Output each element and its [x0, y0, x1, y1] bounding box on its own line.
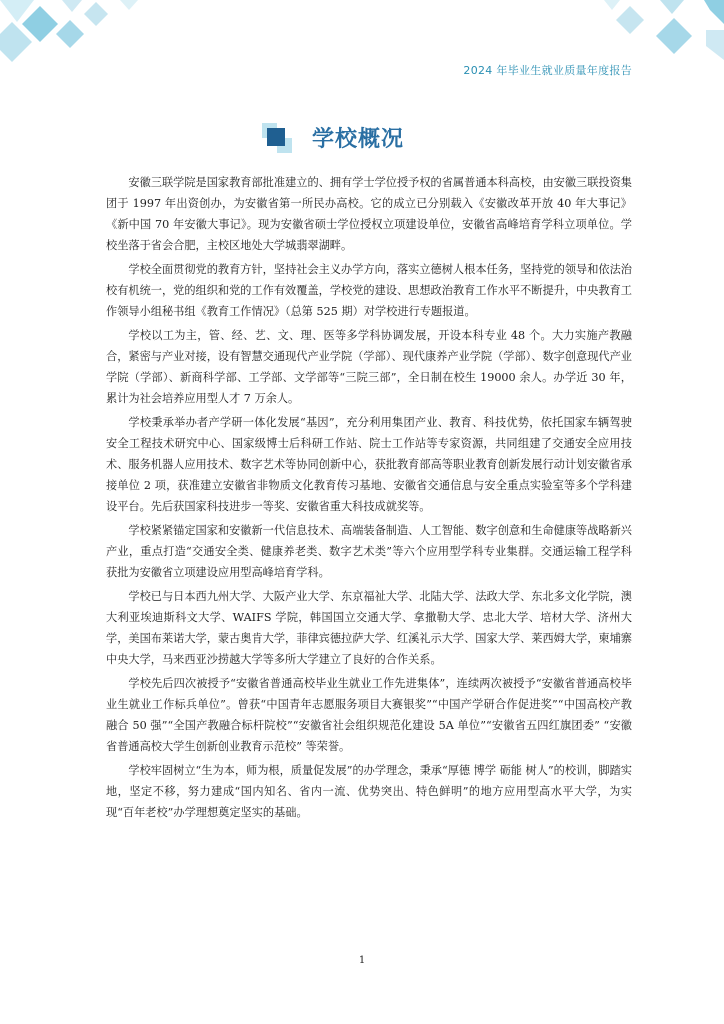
section-heading — [262, 122, 404, 153]
body-text — [106, 172, 632, 826]
paragraph-research: 学校秉承举办者产学研一体化发展“基因”，充分利用集团产业、教育、科技优势，依托国家车辆驾驶安全工程技术研究中心、国家级博士后科研工作站、院士工作站等专家资源，共同组建了交通安全应用技术、服务机器人应用技术、数字艺术等协同创新中心，获批教育部高等职业教育创新发展行动计划安徽省承接单位 2 项，获准建立安徽省非物质文化教育传习基地、安徽省交通信息与安全重点实验室等多个学科建设平台。先后获国家科技进步一等奖、安徽省重大科技成就奖等。 — [106, 416, 632, 513]
paragraph-party-leadership: 学校全面贯彻党的教育方针，坚持社会主义办学方向，落实立德树人根本任务，坚持党的领导和依法治校有机统一，党的组织和党的工作有效覆盖，学校党的建设、思想政治教育工作水平不断提升，中央教育工作领导小组秘书组《教育工作情况》（总第 525 期）对学校进行专题报道。 — [106, 263, 632, 318]
page-number: 1 — [358, 955, 366, 966]
paragraph-industry-focus: 学校紧紧锚定国家和安徽新一代信息技术、高端装备制造、人工智能、数字创意和生命健康等战略新兴产业，重点打造“交通安全类、健康养老类、数字艺术类”等六个应用型学科专业集群。交通运输工程学科获批为安徽省立项建设应用型高峰培育学科。 — [106, 524, 632, 579]
squares-decor-icon — [262, 123, 292, 153]
paragraph-international: 学校已与日本西九州大学、大阪产业大学、东京福祉大学、北陆大学、法政大学、东北多文化学院，澳大利亚埃迪斯科文大学、WAIFS 学院，韩国国立交通大学、拿撒勒大学、忠北大学、培材大学、济州大学，美国布莱诺大学，蒙古奥肯大学，菲律宾德拉萨大学、红溪礼示大学、国家大学、莱西姆大学，柬埔寨中央大学，马来西亚沙捞越大学等多所大学建立了良好的合作关系。 — [106, 590, 632, 666]
report-header-title: 2024 年毕业生就业质量年度报告 — [463, 64, 632, 77]
paragraph-disciplines: 学校以工为主，管、经、艺、文、理、医等多学科协调发展，开设本科专业 48 个。大力实施产教融合，紧密与产业对接，设有智慧交通现代产业学院（学部）、现代康养产业学院（学部）、数字创意现代产业学院（学部）、新商科学部、工学部、文学部等“三院三部”，全日制在校生 19000 余人。办学近 30 年，累计为社会培养应用型人才 7 万余人。 — [106, 329, 632, 405]
page-title: 学校概况 — [312, 127, 405, 152]
paragraph-honors: 学校先后四次被授予“安徽省普通高校毕业生就业工作先进集体”，连续两次被授予“安徽省普通高校毕业生就业工作标兵单位”。曾获“中国青年志愿服务项目大赛银奖”“中国产学研合作促进奖”“中国高校产教融合 50 强”“全国产教融合标杆院校”“安徽省社会组织规范化建设 5A 单位”“安徽省五四红旗团委” “安徽省普通高校大学生创新创业教育示范校” 等荣誉。 — [106, 677, 632, 753]
paragraph-philosophy: 学校牢固树立“生为本，师为根，质量促发展”的办学理念，秉承“厚德 博学 砺能 树人”的校训，脚踏实地，坚定不移，努力建成“国内知名、省内一流、优势突出、特色鲜明”的地方应用型高水平大学，为实现“百年老校”办学理想奠定坚实的基础。 — [106, 764, 632, 819]
corner-decoration-right — [594, 0, 724, 70]
corner-decoration-left — [0, 0, 150, 70]
paragraph-intro: 安徽三联学院是国家教育部批准建立的、拥有学士学位授予权的省属普通本科高校，由安徽三联投资集团于 1997 年出资创办，为安徽省第一所民办高校。它的成立已分别载入《安徽改革开放 40 年大事记》《新中国 70 年安徽大事记》。现为安徽省硕士学位授权立项建设单位，安徽省高峰培育学科立项单位。学校坐落于省会合肥，主校区地处大学城翡翠湖畔。 — [106, 176, 632, 252]
